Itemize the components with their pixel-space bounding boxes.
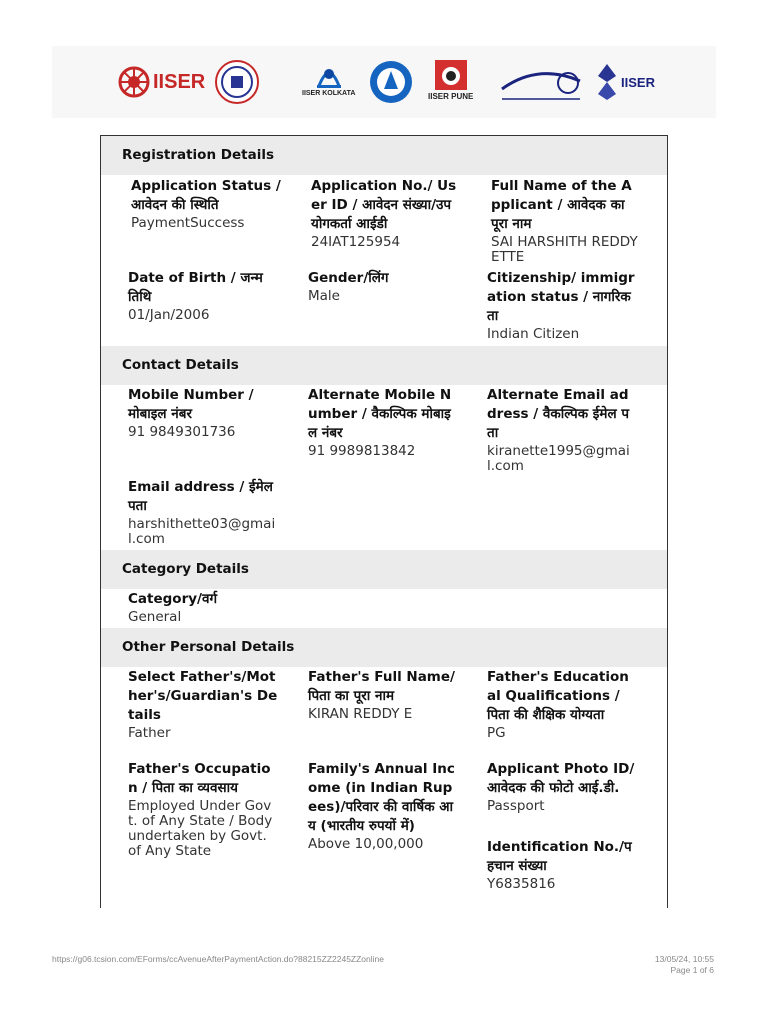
- pune-emblem-icon: [433, 58, 469, 92]
- field-label: Citizenship/ immigration status / नागरिकता: [487, 270, 635, 324]
- section-header-other-personal: [101, 628, 667, 667]
- section-title: Registration Details: [122, 147, 274, 163]
- iiser-pune-logo: [428, 58, 473, 106]
- field-label: Alternate Mobile Number / वैकल्पिक मोबाइल नंबर: [308, 387, 452, 441]
- guardian-selection-field: [128, 668, 278, 741]
- alternate-email-field: [487, 386, 637, 474]
- blue-seal-icon: [368, 59, 414, 105]
- field-label: Mobile Number / मोबाइल नंबर: [128, 387, 254, 422]
- field-label: Email address / ईमेल पता: [128, 479, 273, 514]
- iiser-bhopal-logo: [368, 58, 414, 106]
- field-value: SAI HARSHITH REDDY ETTE: [491, 234, 638, 265]
- footer-datetime: 13/05/24, 10:55: [654, 954, 714, 964]
- iiser-tvm-logo: [498, 58, 584, 106]
- tirupati-emblem-icon: [596, 62, 618, 102]
- field-label: Gender/लिंग: [308, 270, 389, 286]
- field-value: 01/Jan/2006: [128, 307, 210, 323]
- field-label: Identification No./पहचान संख्या: [487, 839, 632, 874]
- date-of-birth-field: [128, 269, 278, 323]
- field-label: Father's Full Name/ पिता का पूरा नाम: [308, 669, 455, 704]
- citizenship-field: [487, 269, 637, 342]
- application-number-field: [311, 177, 461, 250]
- field-label: Family's Annual Income (in Indian Rupees)/परिवार की वार्षिक आय (भारतीय रुपयों में): [308, 761, 455, 834]
- section-header-registration: [101, 136, 667, 175]
- mobile-number-field: [128, 386, 278, 440]
- field-label: Application Status / आवेदन की स्थिति: [131, 178, 281, 213]
- footer-url: https://g06.tcsion.com/EForms/ccAvenueAfterPaymentAction.do?88215ZZ2245ZZonline: [52, 954, 384, 964]
- iiser-tirupati-logo: [596, 58, 655, 106]
- field-value: 91 9989813842: [308, 443, 416, 459]
- tvm-emblem-icon: [498, 59, 584, 105]
- field-label: Applicant Photo ID/आवेदक की फोटो आई.डी.: [487, 761, 635, 796]
- field-value: Male: [308, 288, 340, 304]
- field-value: harshithette03@gmail.com: [128, 516, 276, 547]
- section-title: Other Personal Details: [122, 639, 295, 655]
- section-header-contact: [101, 346, 667, 385]
- section-header-category: [101, 550, 667, 589]
- father-occupation-field: [128, 760, 278, 859]
- category-field: [128, 590, 278, 625]
- field-value: Y6835816: [487, 876, 556, 892]
- application-status-field: [131, 177, 281, 231]
- field-value: PG: [487, 725, 506, 741]
- field-value: General: [128, 609, 182, 625]
- family-annual-income-field: [308, 760, 458, 852]
- section-title: Contact Details: [122, 357, 239, 373]
- field-value: 91 9849301736: [128, 424, 236, 440]
- field-value: 24IAT125954: [311, 234, 401, 250]
- field-label: Select Father's/Mother's/Guardian's Details: [128, 669, 278, 723]
- father-full-name-field: [308, 668, 458, 722]
- field-value: Passport: [487, 798, 545, 814]
- field-value: KIRAN REDDY E: [308, 706, 413, 722]
- iiser-mohali-logo: [214, 58, 260, 106]
- logo-text: IISER KOLKATA: [302, 90, 356, 97]
- iiser-berhampur-logo: [118, 58, 205, 106]
- email-address-field: [128, 478, 278, 547]
- applicant-photo-id-field: [487, 760, 637, 814]
- full-name-field: [491, 177, 641, 265]
- kolkata-emblem-icon: [313, 58, 345, 90]
- application-form: [100, 135, 668, 908]
- footer-page-number: Page 1 of 6: [670, 965, 714, 975]
- field-value: kiranette1995@gmail.com: [487, 443, 630, 474]
- field-label: Father's Occupation / पिता का व्यवसाय: [128, 761, 271, 796]
- field-value: PaymentSuccess: [131, 215, 245, 231]
- field-label: Father's Educational Qualifications / पिता की शैक्षिक योग्यता: [487, 669, 629, 723]
- field-label: Full Name of the Applicant / आवेदक का पूरा नाम: [491, 178, 632, 232]
- section-title: Category Details: [122, 561, 249, 577]
- alternate-mobile-field: [308, 386, 458, 459]
- iiser-kolkata-logo: [302, 58, 355, 106]
- field-label: Alternate Email address / वैकल्पिक ईमेल पता: [487, 387, 629, 441]
- field-value: Above 10,00,000: [308, 836, 424, 852]
- field-value: Indian Citizen: [487, 326, 580, 342]
- logo-text: IISER: [153, 70, 206, 93]
- father-education-field: [487, 668, 637, 741]
- field-label: Category/वर्ग: [128, 591, 218, 607]
- logo-text: IISER: [621, 74, 655, 90]
- logo-text: IISER PUNE: [428, 92, 474, 101]
- field-value: Father: [128, 725, 171, 741]
- field-label: Application No./ User ID / आवेदन संख्या/उपयोगकर्ता आईडी: [311, 178, 457, 232]
- gender-field: [308, 269, 458, 304]
- field-label: Date of Birth / जन्म तिथि: [128, 270, 263, 305]
- institute-logo-strip: [52, 46, 716, 118]
- field-value: Employed Under Govt. of Any State / Body undertaken by Govt. of Any State: [128, 798, 273, 859]
- identification-number-field: [487, 838, 637, 892]
- wheel-emblem-icon: [118, 66, 150, 98]
- circular-seal-icon: [214, 59, 260, 105]
